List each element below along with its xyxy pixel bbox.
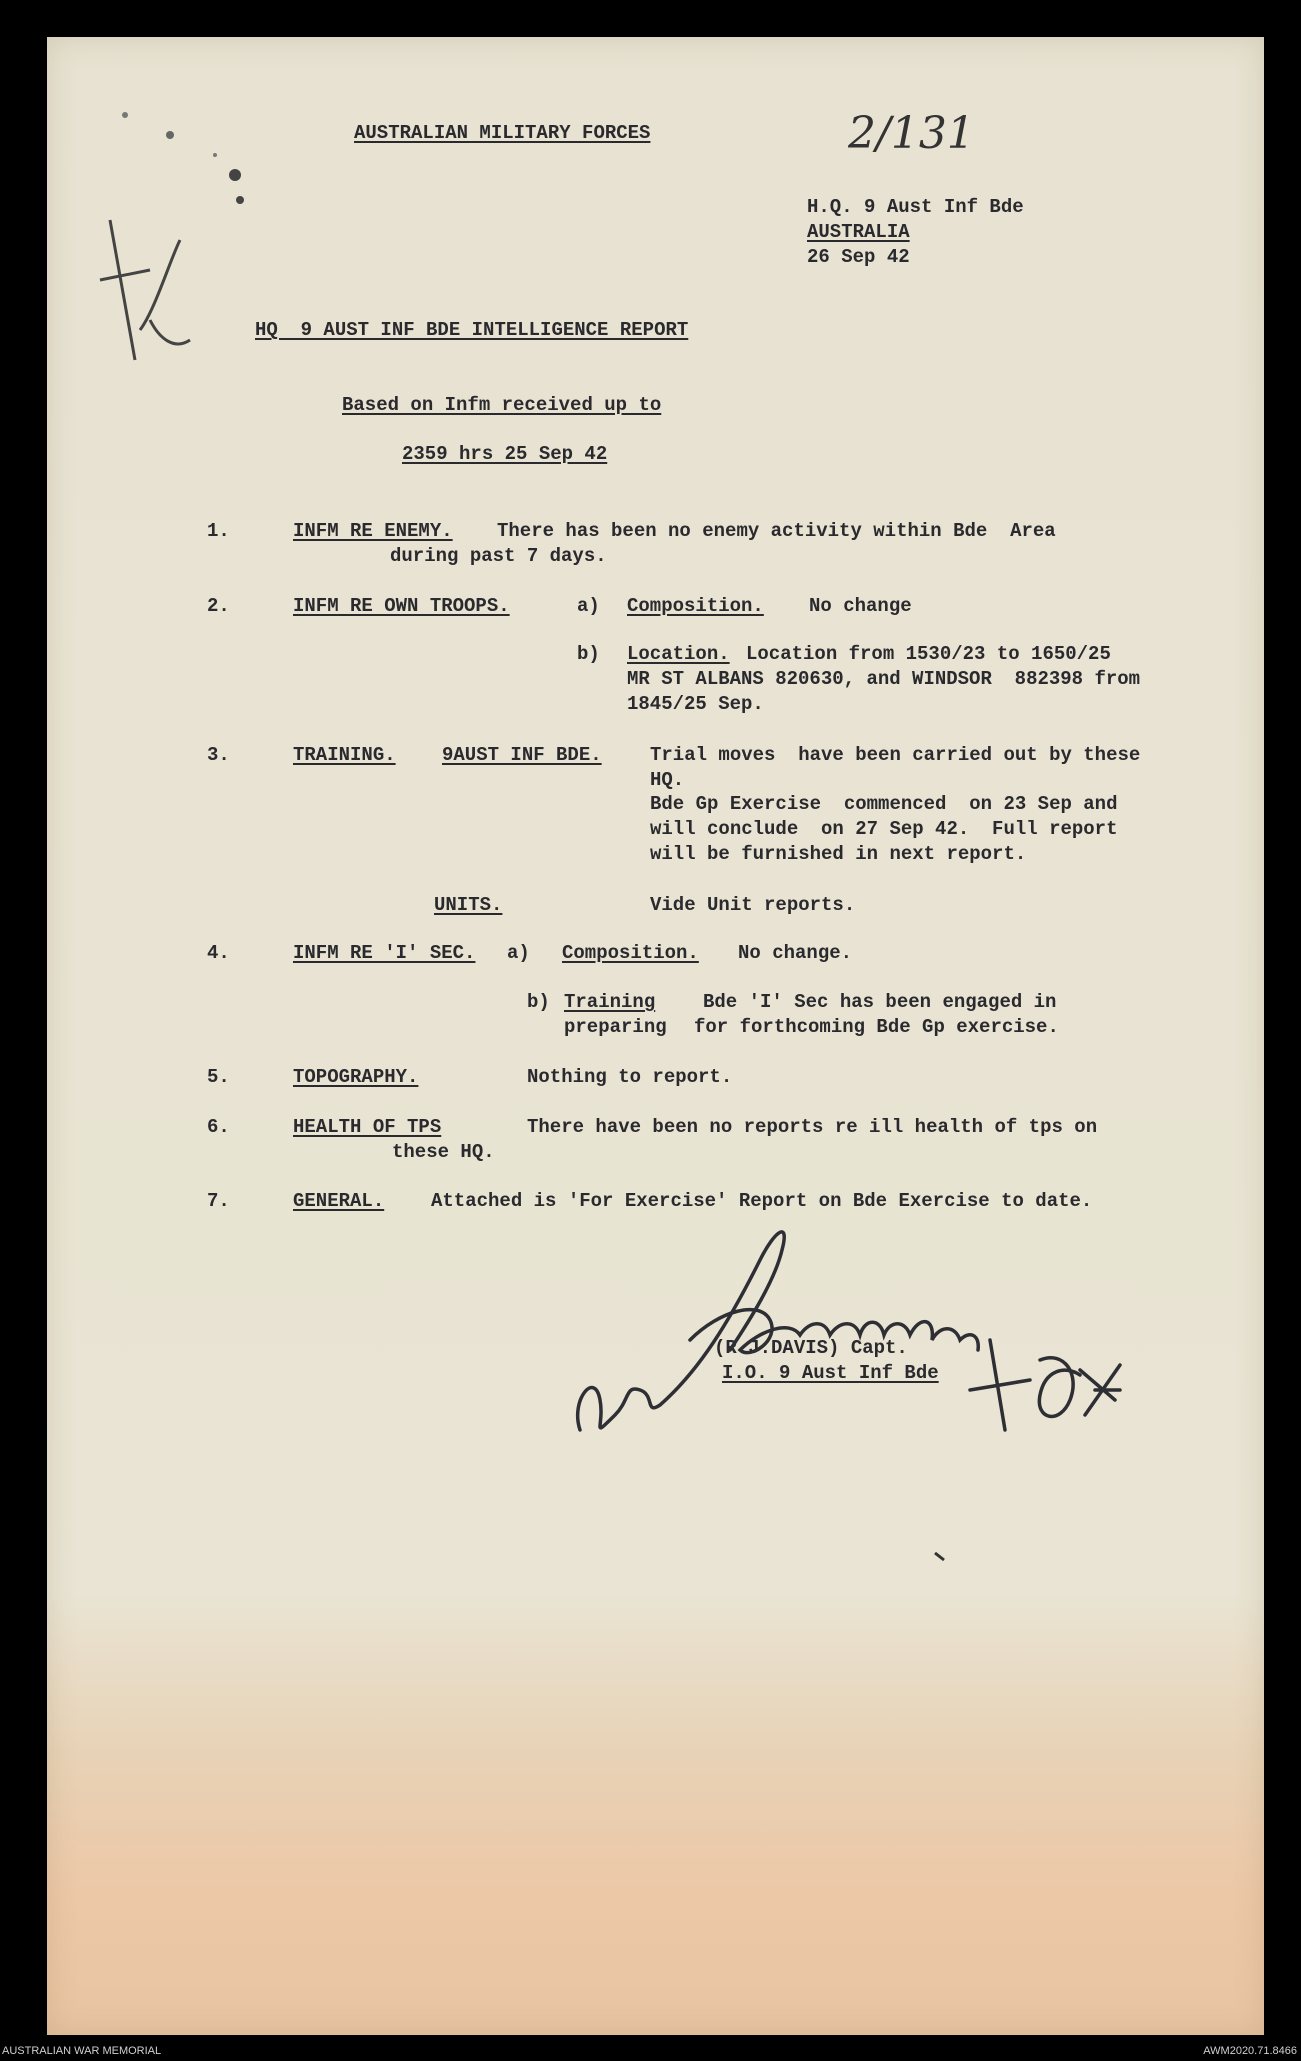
footer-accession-number: AWM2020.71.8466 [1203,2045,1297,2057]
section-4a-title: Composition. [562,942,699,964]
section-7-text: Attached is 'For Exercise' Report on Bde Exercise to date. [431,1190,1093,1212]
section-7-number: 7. [207,1190,230,1212]
section-6-number: 6. [207,1116,230,1138]
section-2a-marker: a) [577,595,600,617]
section-2-title: INFM RE OWN TROOPS. [293,595,510,617]
section-3-line3: Bde Gp Exercise commenced on 23 Sep and [650,793,1118,815]
country-line: AUSTRALIA [807,221,910,243]
section-5-title: TOPOGRAPHY. [293,1066,419,1088]
section-3-units-label: UNITS. [434,894,503,916]
section-4b-line2-word: preparing [564,1016,667,1038]
section-3-line5: will be furnished in next report. [650,843,1027,865]
section-3-subtitle: 9AUST INF BDE. [442,744,602,766]
section-2b-title: Location. [627,643,730,665]
section-1-line1: There has been no enemy activity within Bde Area [497,520,1056,542]
section-3-units-text: Vide Unit reports. [650,894,856,916]
section-6-title: HEALTH OF TPS [293,1116,442,1138]
section-6-line2: these HQ. [392,1141,495,1163]
section-2b-marker: b) [577,643,600,665]
svg-text:2/131: 2/131 [848,108,975,159]
section-1-line2: during past 7 days. [390,545,607,567]
ink-mark-decoration [934,1552,946,1562]
section-3-line4: will conclude on 27 Sep 42. Full report [650,818,1118,840]
section-4-number: 4. [207,942,230,964]
date-line: 26 Sep 42 [807,246,910,268]
section-1-title: INFM RE ENEMY. [293,520,453,542]
section-5-number: 5. [207,1066,230,1088]
document-heading: AUSTRALIAN MILITARY FORCES [354,122,651,144]
signatory-role: I.O. 9 Aust Inf Bde [722,1362,939,1384]
handwritten-signature [560,1200,1140,1460]
section-6-line1: There have been no reports re ill health of tps on [527,1116,1098,1138]
section-3-number: 3. [207,744,230,766]
section-2b-line2: MR ST ALBANS 820630, and WINDSOR 882398 from [627,668,1141,690]
section-1-number: 1. [207,520,230,542]
section-2a-text: No change [809,595,912,617]
section-4b-line2-rest: for forthcoming Bde Gp exercise. [694,1016,1059,1038]
section-2b-line1: Location from 1530/23 to 1650/25 [746,643,1111,665]
based-on-line: Based on Infm received up to [342,394,662,416]
section-4b-title: Training [564,991,656,1013]
section-3-line1: Trial moves have been carried out by these [650,744,1141,766]
section-4-title: INFM RE 'I' SEC. [293,942,476,964]
section-2b-line3: 1845/25 Sep. [627,693,764,715]
section-5-text: Nothing to report. [527,1066,733,1088]
as-of-line: 2359 hrs 25 Sep 42 [402,443,608,465]
section-4b-marker: b) [527,991,550,1013]
section-2-number: 2. [207,595,230,617]
handwritten-initials [80,200,200,370]
section-7-title: GENERAL. [293,1190,385,1212]
report-title: HQ 9 AUST INF BDE INTELLIGENCE REPORT [255,319,689,341]
file-reference-handwritten [848,106,1048,166]
section-3-line2: HQ. [650,769,685,791]
section-4a-marker: a) [507,942,530,964]
signatory-name: (R.J.DAVIS) Capt. [714,1337,908,1359]
section-4a-text: No change. [738,942,853,964]
section-3-title: TRAINING. [293,744,396,766]
hq-line: H.Q. 9 Aust Inf Bde [807,196,1024,218]
section-2a-title: Composition. [627,595,764,617]
ink-blots-decoration [115,105,255,215]
footer-credit: AUSTRALIAN WAR MEMORIAL [2,2045,162,2057]
section-4b-line1: Bde 'I' Sec has been engaged in [703,991,1057,1013]
